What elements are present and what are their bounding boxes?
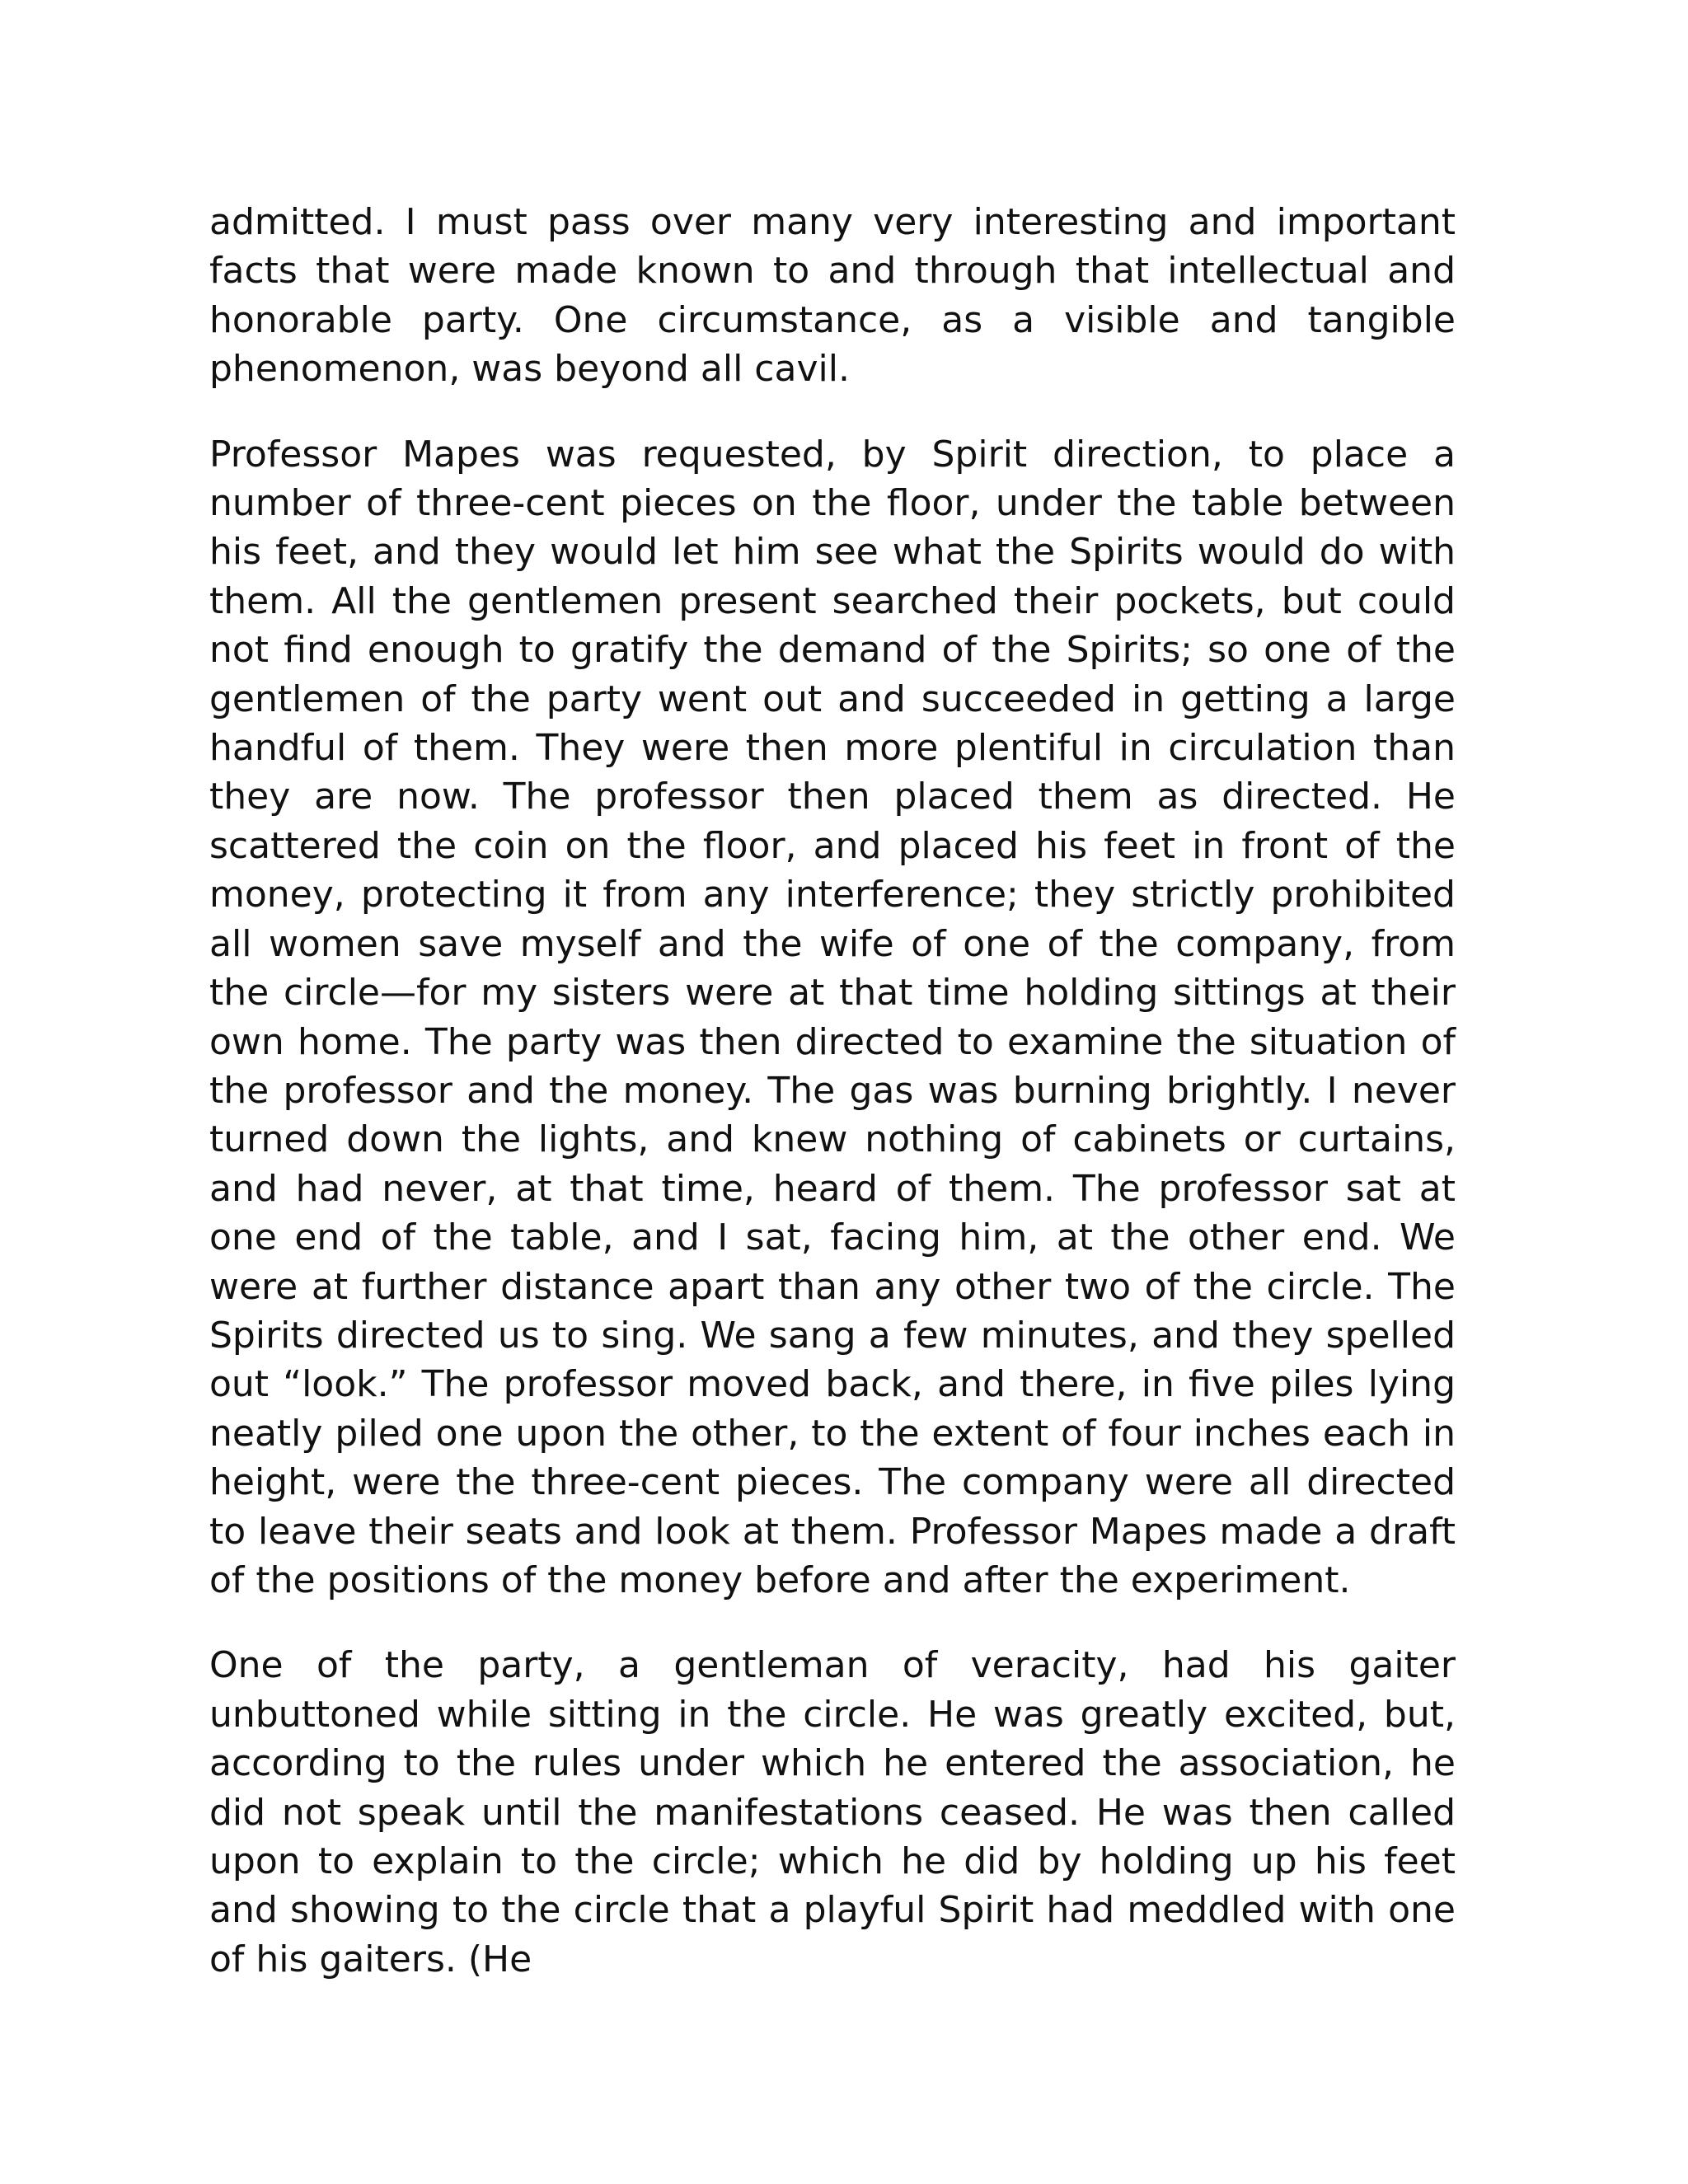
text-column [209,198,1456,1984]
paragraph: admitted. I must pass over many very interesting and important facts that were made known to and through that intellectual and honorable party. One circumstance, as a visible and tangible phenomenon, was beyond all cavil. [209,201,1456,391]
paragraph: One of the party, a gentleman of veracity, had his gaiter unbuttoned while sitting in the circle. He was greatly excited, but, according to the rules under which he entered the association, he did not speak until the manifestations ceased. He was then called upon to explain to the circle; which he did by holding up his feet and showing to the circle that a playful Spirit had meddled with one of his gaiters. (He [209,1644,1456,1980]
paragraph: Professor Mapes was requested, by Spirit direction, to place a number of three-cent pieces on the floor, under the table between his feet, and they would let him see what the Spirits would do with them. All the gentlemen present searched their pockets, but could not find enough to gratify the demand of the Spirits; so one of the gentlemen of the party went out and succeeded in getting a large handful of them. They were then more plentiful in circulation than they are now. The professor then placed them as directed. He scattered the coin on the floor, and placed his feet in front of the money, protecting it from any interference; they strictly prohibited all women save myself and the wife of one of the company, from the circle—for my sisters were at that time holding sittings at their own home. The party was then directed to examine the situation of the professor and the money. The gas was burning brightly. I never turned down the lights, and knew nothing of cabinets or curtains, and had never, at that time, heard of them. The professor sat at one end of the table, and I sat, facing him, at the other end. We were at further distance apart than any other two of the circle. The Spirits directed us to sing. We sang a few minutes, and they spelled out “look.” The professor moved back, and there, in five piles lying neatly piled one upon the other, to the extent of four inches each in height, were the three-cent pieces. The company were all directed to leave their seats and look at them. Professor Mapes made a draft of the positions of the money before and after the experiment. [209,433,1456,1601]
